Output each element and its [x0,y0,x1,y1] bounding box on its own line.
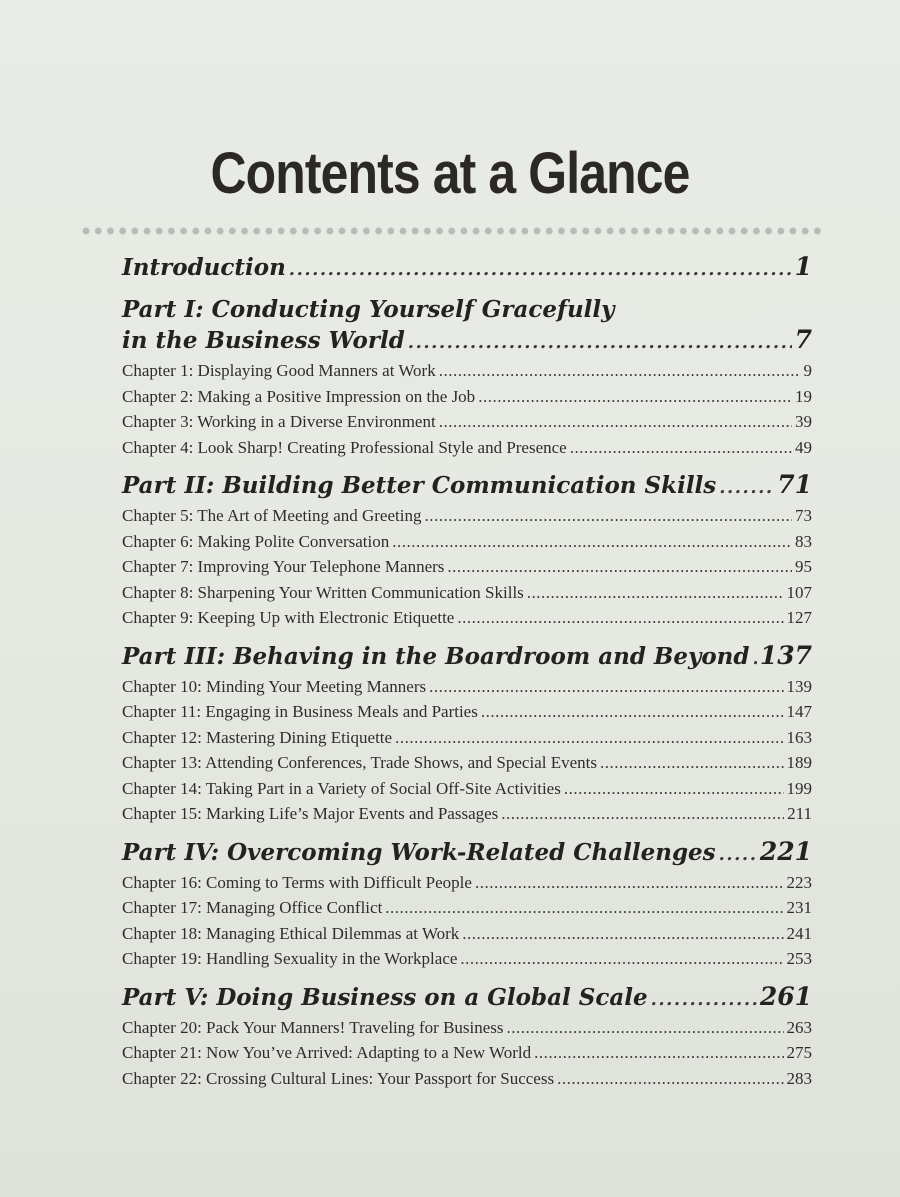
toc-chapter-entry [122,1015,812,1041]
part-spacer [122,631,812,641]
chapter-page-number: 211 [787,804,812,823]
dot-leader [385,895,783,921]
dot-leader [475,870,784,896]
toc-chapter-entry [122,801,812,827]
chapter-label: Chapter 8: Sharpening Your Written Communication Skills [122,582,524,602]
toc-introduction [122,252,812,285]
chapter-page-number: 199 [786,778,812,798]
chapter-label: Chapter 10: Minding Your Meeting Manners [122,676,427,696]
chapter-page-number: 107 [786,582,812,602]
chapter-label: Chapter 4: Look Sharp! Creating Professional Style and Presence [122,437,567,457]
chapter-page-number: 83 [795,531,812,551]
chapter-page-number: 223 [786,872,812,892]
toc-chapter-entry [122,605,812,631]
toc-chapter-entry [122,750,812,776]
dot-leader [534,1040,783,1066]
toc-chapter-entry [122,503,812,529]
part-page-number: 7 [794,325,812,354]
toc-part-heading [122,641,812,674]
chapter-label: Chapter 9: Keeping Up with Electronic Etiquette [122,608,455,627]
introduction-page: 1 [794,252,812,281]
toc-chapter-entry [122,946,812,972]
introduction-label: Introduction [122,254,286,281]
dot-leader [395,725,783,751]
toc-chapter-entry [122,921,812,947]
part-page-number: 71 [777,470,812,499]
chapter-label: Chapter 11: Engaging in Business Meals and Parties [122,702,478,721]
toc-chapter-entry [122,699,812,725]
dot-leader [478,384,792,410]
chapter-label: Chapter 2: Making a Positive Impression on the Job [122,386,476,406]
part-spacer [122,460,812,470]
dot-leader [447,554,792,580]
toc-part-heading [122,837,812,870]
part-label: Part III: Behaving in the Boardroom and Beyond [122,642,750,670]
toc-chapter-entry [122,358,812,384]
dot-leader [289,253,792,285]
chapter-label: Chapter 14: Taking Part in a Variety of Social Off-Site Activities [122,778,561,798]
chapter-label: Chapter 6: Making Polite Conversation [122,531,390,551]
dot-leader [439,409,792,435]
chapter-page-number: 95 [795,557,812,576]
chapter-label: Chapter 22: Crossing Cultural Lines: Your Passport for Success [122,1068,555,1088]
dot-leader [527,580,784,606]
chapter-page-number: 253 [786,949,812,968]
part-page-number: 137 [759,640,812,670]
chapter-label: Chapter 7: Improving Your Telephone Manners [122,557,445,576]
toc-part-heading [122,982,812,1015]
part-spacer [122,972,812,982]
dot-leader [719,471,774,503]
part-label: in the Business World [122,327,405,354]
toc-chapter-entry [122,1040,812,1066]
part-label: Part II: Building Better Communication Skills [122,472,717,499]
chapter-label: Chapter 21: Now You’ve Arrived: Adapting to a New World [122,1043,532,1062]
dot-leader [481,699,784,725]
chapter-label: Chapter 12: Mastering Dining Etiquette [122,727,393,747]
toc-chapter-entry [122,435,812,461]
dot-leader [424,503,792,529]
part-heading-line1: Part I: Conducting Yourself Gracefully [122,296,615,323]
chapter-label: Chapter 3: Working in a Diverse Environment [122,412,436,431]
chapter-label: Chapter 18: Managing Ethical Dilemmas at Work [122,923,460,943]
chapter-page-number: 147 [786,702,812,721]
chapter-page-number: 231 [786,898,812,917]
toc-chapter-entry [122,580,812,606]
dot-leader [429,674,783,700]
toc-chapter-entry [122,895,812,921]
chapter-label: Chapter 13: Attending Conferences, Trade Shows, and Special Events [122,753,597,772]
chapter-page-number: 139 [786,676,812,696]
dot-leader [753,642,757,674]
dot-leader [570,435,792,461]
toc-chapter-entry [122,776,812,802]
part-page-number: 221 [759,836,812,866]
part-spacer [122,285,812,295]
chapter-label: Chapter 20: Pack Your Manners! Traveling for Business [122,1017,504,1037]
dot-leader [462,921,783,947]
chapter-page-number: 49 [795,437,812,457]
dot-leader [408,326,792,358]
dot-leader [719,838,757,870]
chapter-page-number: 263 [786,1017,812,1037]
toc-part-heading [122,325,812,358]
toc-chapter-entry [122,870,812,896]
page-title: Contents at a Glance [210,141,690,206]
chapter-page-number: 39 [795,412,812,431]
chapter-page-number: 127 [786,608,812,627]
chapter-page-number: 163 [786,727,812,747]
toc-chapter-entry [122,725,812,751]
dot-leader [439,358,801,384]
chapter-page-number: 19 [795,386,812,406]
dot-leader [507,1015,784,1041]
toc-chapter-entry [122,674,812,700]
dot-leader [600,750,784,776]
chapter-page-number: 189 [786,753,812,772]
dot-leader [460,946,783,972]
toc-chapter-entry [122,554,812,580]
part-label: Part V: Doing Business on a Global Scale [122,983,648,1011]
part-label: Part IV: Overcoming Work-Related Challenges [122,838,716,866]
toc-chapter-entry [122,529,812,555]
chapter-label: Chapter 5: The Art of Meeting and Greeting [122,506,422,525]
chapter-page-number: 73 [795,506,812,525]
chapter-label: Chapter 19: Handling Sexuality in the Workplace [122,949,458,968]
chapter-label: Chapter 15: Marking Life’s Major Events and Passages [122,804,499,823]
table-of-contents [122,252,812,1091]
dot-leader [651,983,757,1015]
dot-leader [392,529,792,555]
chapter-label: Chapter 16: Coming to Terms with Difficult People [122,872,472,892]
dot-leader [557,1066,783,1092]
chapter-page-number: 9 [803,361,812,380]
toc-part-heading [122,470,812,503]
part-page-number: 261 [759,981,812,1011]
chapter-label: Chapter 1: Displaying Good Manners at Work [122,361,436,380]
dot-leader [457,605,783,631]
chapter-page-number: 241 [786,923,812,943]
chapter-page-number: 275 [786,1043,812,1062]
toc-chapter-entry [122,1066,812,1092]
part-spacer [122,827,812,837]
toc-chapter-entry [122,384,812,410]
dotted-divider [80,225,822,237]
chapter-page-number: 283 [786,1068,812,1088]
chapter-label: Chapter 17: Managing Office Conflict [122,898,383,917]
toc-chapter-entry [122,409,812,435]
dot-leader [564,776,784,802]
dot-leader [501,801,784,827]
